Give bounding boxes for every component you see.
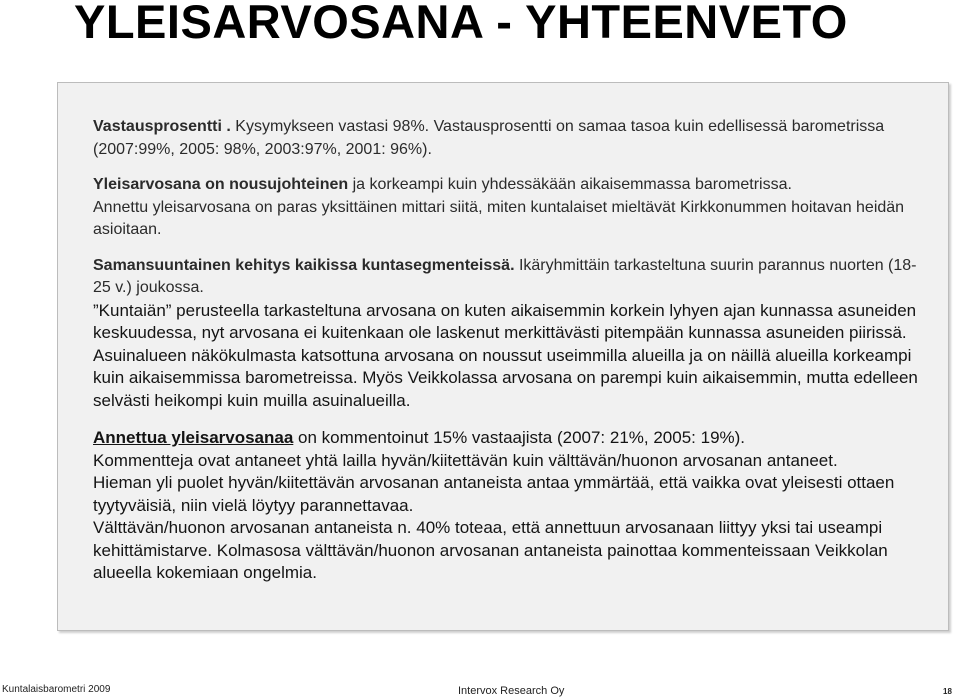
comments-share-heading: Annettua yleisarvosanaa [93,428,294,447]
overall-grade-indicator-paragraph: Annettu yleisarvosana on paras yksittäinen mittari siitä, miten kuntalaiset mieltävät Kirkkonummen hoitavan heidän asioitaan. [93,198,905,238]
good-grade-comments-paragraph: Hieman yli puolet hyvän/kiitettävän arvosanan antaneista antaa ymmärtää, että vaikka ovat yleisesti ottaen tyytyväisiä, niin vielä löytyy parannettavaa. [93,473,895,515]
segment-development-paragraph [93,255,929,300]
page-number: 18 [943,687,952,696]
commenters-paragraph: Kommentteja ovat antaneet yhtä lailla hyvän/kiitettävän kuin välttävän/huonon arvosanan antaneet. [93,450,838,470]
response-rate-heading: Vastausprosentti . [93,118,231,135]
overall-grade-trend-heading: Yleisarvosana on nousujohteinen [93,176,349,193]
residential-area-paragraph: Asuinalueen näkökulmasta katsottuna arvosana on noussut useimmilla alueilla ja on näillä alueilla korkeampi kuin aikaisemmissa barometreissa. Myös Veikkolassa arvosana on parempi kuin aikaisemmin, mutta edelleen selvästi heikompi kuin muilla asuinalueilla. [93,345,918,410]
comments-share-paragraph [93,427,929,450]
comments-share-text: on kommentoinut 15% vastaajista (2007: 21%, 2005: 19%). [293,428,746,447]
residence-time-paragraph: ”Kuntaiän” perusteella tarkasteltuna arvosana on kuten aikaisemmin korkein lyhyen ajan kunnassa asuneiden keskuudessa, nyt arvosana ei kuitenkaan ole laskenut merkittävästi pitempään kunnassa asuneiden piirissä. [93,300,917,342]
summary-content [93,116,929,585]
response-rate-text: Kysymykseen vastasi 98%. Vastausprosentti on samaa tasoa kuin edellisessä barometrissa (2007:99%, 2005: 98%, 2003:97%, 2001: 96%). [93,118,885,158]
overall-grade-trend-text: ja korkeampi kuin yhdessäkään aikaisemmassa barometrissa. [348,176,792,193]
overall-grade-trend-paragraph [93,174,929,197]
segment-development-text: Ikäryhmittäin tarkasteltuna suurin parannus nuorten (18-25 v.) joukossa. [93,256,917,296]
page-title: YLEISARVOSANA - YHTEENVETO [74,0,848,48]
segment-development-heading: Samansuuntainen kehitys kaikissa kuntasegmenteissä. [93,256,515,274]
footer-company: Intervox Research Oy [458,685,565,697]
poor-grade-comments-paragraph: Välttävän/huonon arvosanan antaneista n. 40% toteaa, että annettuun arvosanaan liittyy yksi tai useampi kehittämistarve. Kolmasosa välttävän/huonon arvosanan antaneista painottaa kommenteissaan Veikkolan alueella kokemiaan ongelmia. [93,518,888,582]
footer-report-name: Kuntalaisbarometri 2009 [2,684,111,695]
response-rate-paragraph [93,116,929,161]
